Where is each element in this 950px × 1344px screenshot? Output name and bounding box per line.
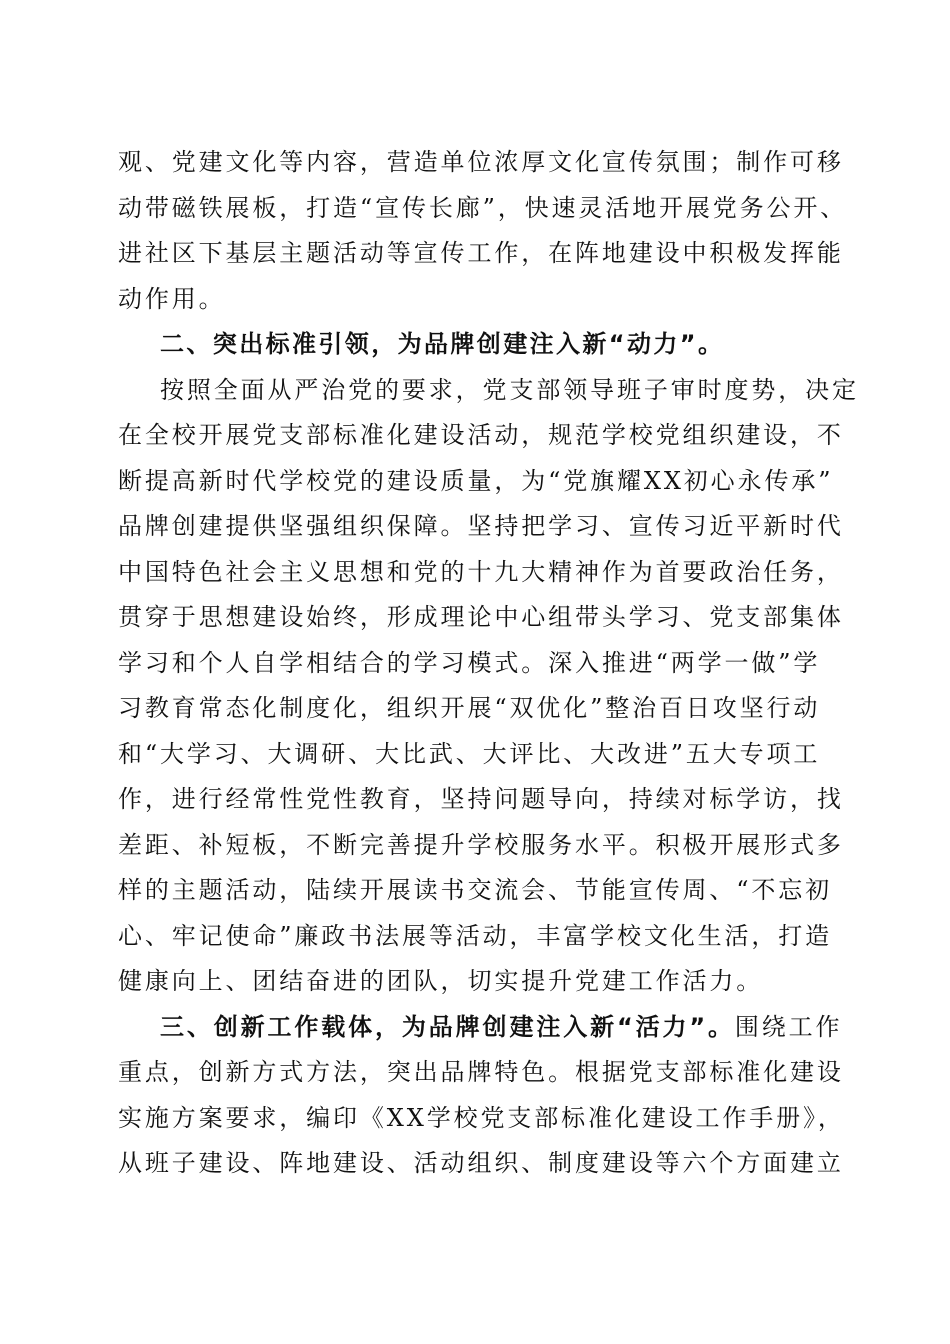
paragraph-line: 差距、补短板，不断完善提升学校服务水平。积极开展形式多 <box>118 830 844 859</box>
paragraph-line: 习教育常态化制度化，组织开展“双优化”整治百日攻坚行动 <box>118 694 821 722</box>
paragraph-line: 学习和个人自学相结合的学习模式。深入推进“两学一做”学 <box>118 648 821 677</box>
paragraph-line: 在全校开展党支部标准化建设活动，规范学校党组织建设，不 <box>118 421 844 449</box>
document-body <box>118 140 859 1187</box>
section-3-first-line <box>118 1005 843 1051</box>
paragraph-line: 按照全面从严治党的要求，党支部领导班子审时度势，决定 <box>160 375 859 404</box>
paragraph-line: 作，进行经常性党性教育，坚持问题导向，持续对标学访，找 <box>118 785 844 813</box>
paragraph-line: 动作用。 <box>118 284 226 313</box>
paragraph-line: 重点，创新方式方法，突出品牌特色。根据党支部标准化建设 <box>118 1058 844 1086</box>
paragraph-line: 样的主题活动，陆续开展读书交流会、节能宣传周、“不忘初 <box>118 876 833 904</box>
section-heading-3: 三、创新工作载体，为品牌创建注入新“活力”。 <box>160 1012 735 1041</box>
paragraph-line: 品牌创建提供坚强组织保障。坚持把学习、宣传习近平新时代 <box>118 512 844 540</box>
paragraph-line: 观、党建文化等内容，营造单位浓厚文化宣传氛围；制作可移 <box>118 148 844 176</box>
paragraph-line: 健康向上、团结奋进的团队，切实提升党建工作活力。 <box>118 967 764 995</box>
paragraph-line: 断提高新时代学校党的建设质量，为“党旗耀XX初心永传承” <box>118 466 834 495</box>
paragraph-line: 从班子建设、阵地建设、活动组织、制度建设等六个方面建立 <box>118 1149 844 1177</box>
paragraph-line: 实施方案要求，编印《XX学校党支部标准化建设工作手册》， <box>118 1103 845 1132</box>
paragraph-line: 动带磁铁展板，打造“宣传长廊”，快速灵活地开展党务公开、 <box>118 193 848 222</box>
section-heading-2: 二、突出标准引领，为品牌创建注入新“动力”。 <box>160 330 725 358</box>
paragraph-line: 进社区下基层主题活动等宣传工作，在阵地建设中积极发挥能 <box>118 239 844 267</box>
section-3-heading-continuation: 围绕工作 <box>734 1012 843 1041</box>
paragraph-line: 贯穿于思想建设始终，形成理论中心组带头学习、党支部集体 <box>118 603 844 631</box>
paragraph-line: 和“大学习、大调研、大比武、大评比、大改进”五大专项工 <box>118 739 821 768</box>
paragraph-line: 中国特色社会主义思想和党的十九大精神作为首要政治任务， <box>118 557 844 586</box>
paragraph-line: 心、牢记使命”廉政书法展等活动，丰富学校文化生活，打造 <box>118 921 833 950</box>
